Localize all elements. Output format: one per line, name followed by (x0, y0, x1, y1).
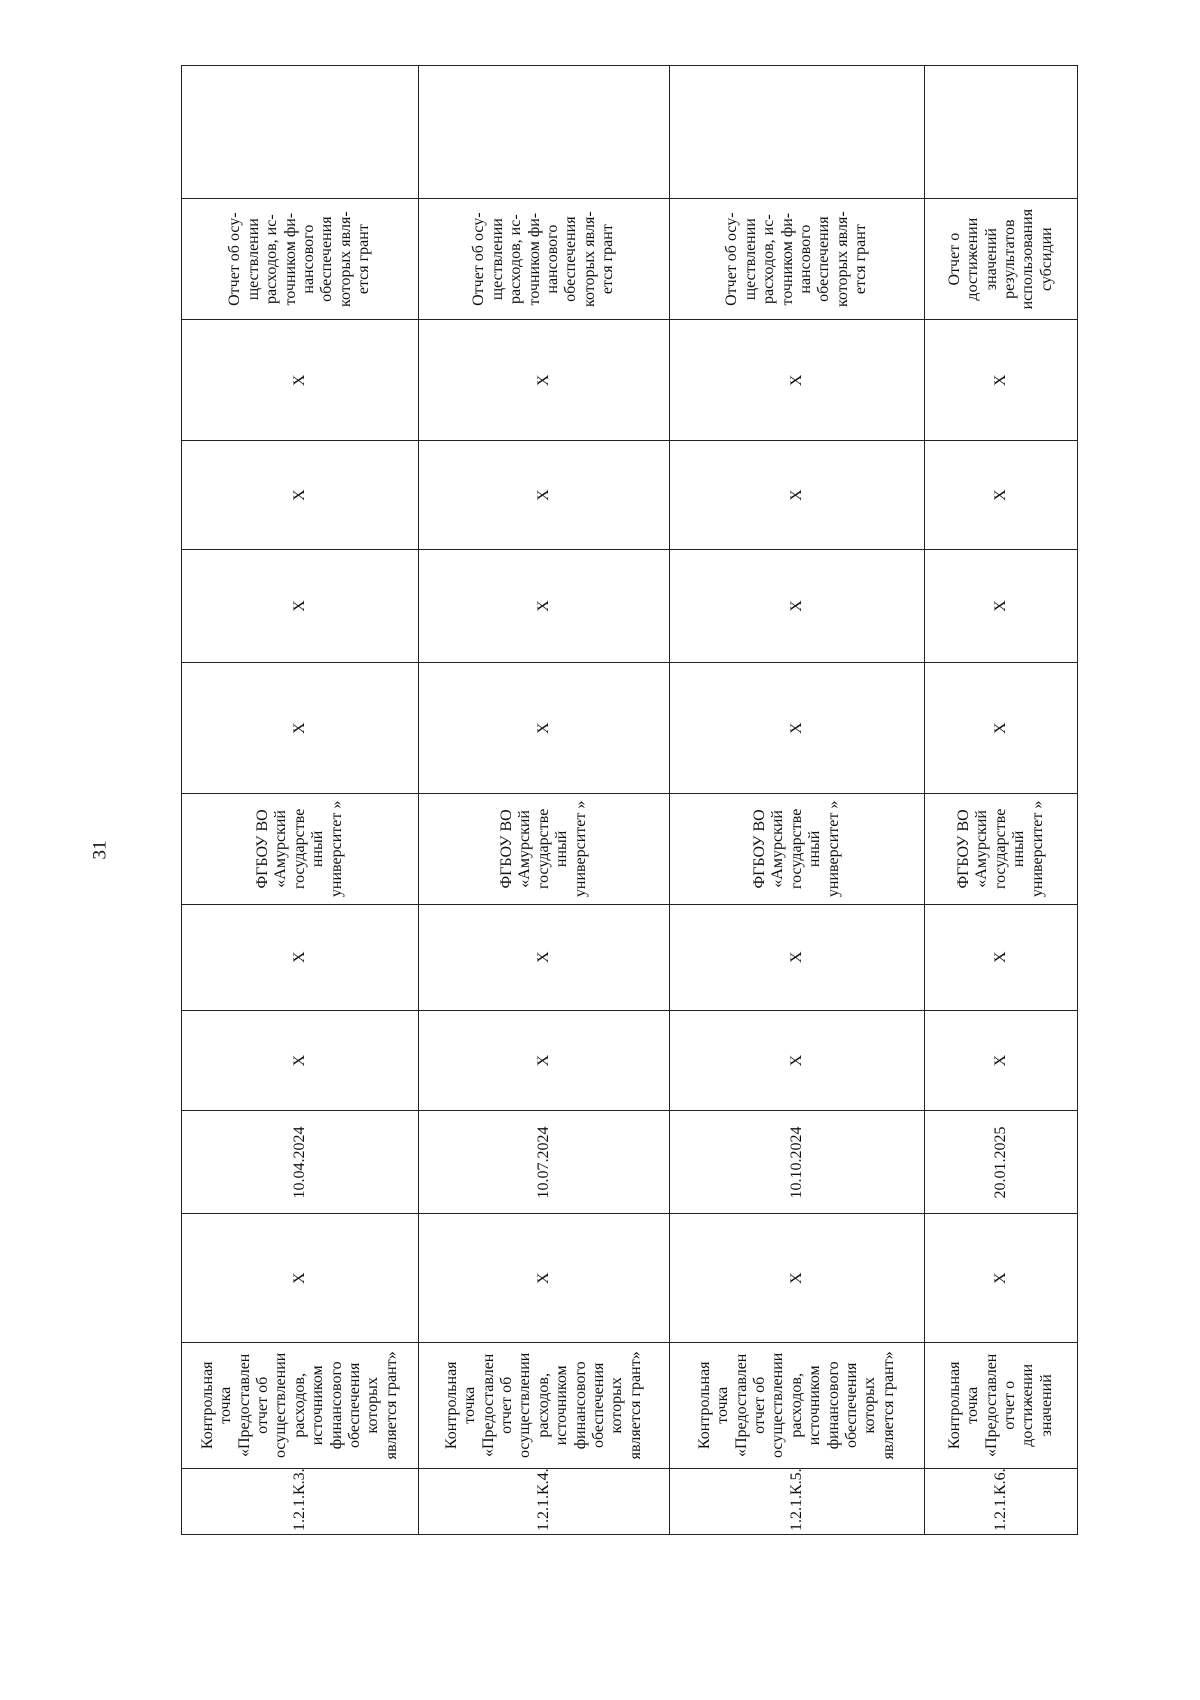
row-cell: X (925, 320, 1078, 441)
row-organization: ФГБОУ ВО «Амурский государстве нный университет » (925, 794, 1078, 904)
row-cell: X (419, 663, 670, 794)
row-cell: X (925, 441, 1078, 549)
row-cell: X (419, 441, 670, 549)
row-cell: X (925, 1214, 1078, 1343)
row-cell (182, 66, 419, 199)
row-code: 1.2.1.К.6. (925, 1468, 1078, 1534)
row-cell: X (419, 549, 670, 663)
row-cell: X (925, 1010, 1078, 1111)
row-cell: X (419, 1214, 670, 1343)
row-name: Контрольная точка «Предоставлен отчет об осуществлении расходов, источником финансового обеспечения которых является грант» (670, 1343, 925, 1468)
row-cell: X (925, 904, 1078, 1010)
row-cell: X (182, 320, 419, 441)
row-code: 1.2.1.К.4. (419, 1468, 670, 1534)
row-cell (670, 66, 925, 199)
table-row (925, 66, 1078, 1535)
row-cell: X (670, 904, 925, 1010)
row-name: Контрольная точка «Предоставлен отчет о достижении значений (925, 1343, 1078, 1468)
row-cell: X (670, 663, 925, 794)
row-date: 20.01.2025 (925, 1111, 1078, 1214)
row-code: 1.2.1.К.3. (182, 1468, 419, 1534)
row-cell: X (670, 320, 925, 441)
row-name: Контрольная точка «Предоставлен отчет об осуществлении расходов, источником финансового обеспечения которых является грант» (419, 1343, 670, 1468)
table-row (419, 66, 670, 1535)
row-cell: X (182, 663, 419, 794)
row-cell: X (670, 1010, 925, 1111)
row-cell: X (182, 1214, 419, 1343)
row-code: 1.2.1.К.5. (670, 1468, 925, 1534)
row-cell: X (182, 1010, 419, 1111)
row-document: Отчет об осу- ществлении расходов, ис- точником фи- нансового обеспечения которых явля- ется грант (182, 199, 419, 320)
row-organization: ФГБОУ ВО «Амурский государстве нный университет » (670, 794, 925, 904)
row-cell: X (925, 549, 1078, 663)
row-cell: X (419, 320, 670, 441)
rotated-table-wrapper (181, 65, 1077, 1535)
row-cell: X (670, 1214, 925, 1343)
row-date: 10.10.2024 (670, 1111, 925, 1214)
page-number-text: 31 (89, 840, 110, 860)
row-organization: ФГБОУ ВО «Амурский государстве нный университет » (182, 794, 419, 904)
row-document: Отчет о достижении значений результатов использования субсидии (925, 199, 1078, 320)
row-cell (419, 66, 670, 199)
row-cell: X (670, 549, 925, 663)
table-row (182, 66, 419, 1535)
row-name: Контрольная точка «Предоставлен отчет об осуществлении расходов, источником финансового обеспечения которых является грант» (182, 1343, 419, 1468)
row-cell: X (925, 663, 1078, 794)
control-points-table (181, 65, 1078, 1535)
row-organization: ФГБОУ ВО «Амурский государстве нный университет » (419, 794, 670, 904)
row-cell (925, 66, 1078, 199)
row-cell: X (182, 549, 419, 663)
row-cell: X (670, 441, 925, 549)
page-number (88, 828, 112, 872)
row-document: Отчет об осу- ществлении расходов, ис- точником фи- нансового обеспечения которых явля- ется грант (670, 199, 925, 320)
row-cell: X (182, 441, 419, 549)
row-cell: X (419, 1010, 670, 1111)
row-document: Отчет об осу- ществлении расходов, ис- точником фи- нансового обеспечения которых явля- ется грант (419, 199, 670, 320)
row-date: 10.04.2024 (182, 1111, 419, 1214)
row-cell: X (419, 904, 670, 1010)
row-date: 10.07.2024 (419, 1111, 670, 1214)
table-row (670, 66, 925, 1535)
row-cell: X (182, 904, 419, 1010)
